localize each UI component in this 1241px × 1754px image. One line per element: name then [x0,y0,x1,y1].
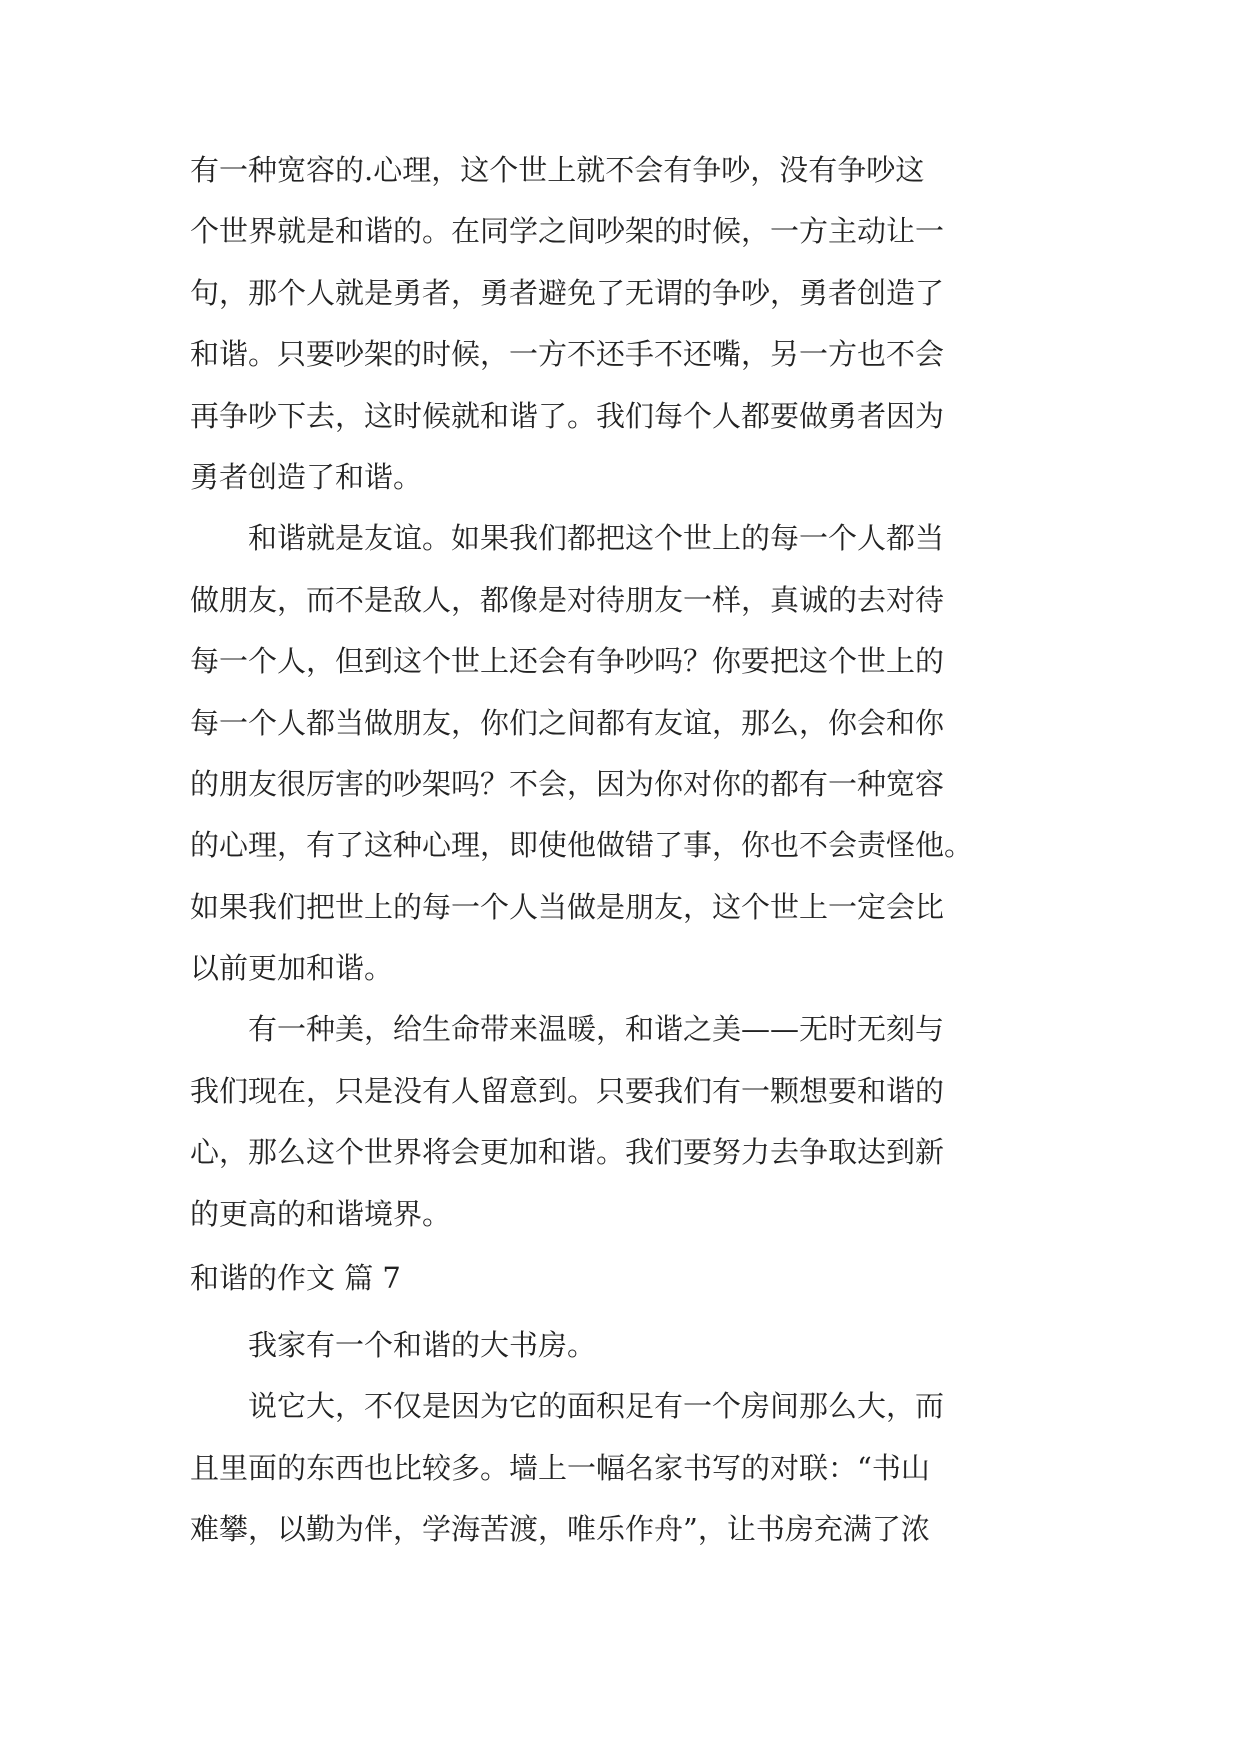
text-line: 个世界就是和谐的。在同学之间吵架的时候，一方主动让一 [190,214,945,249]
text-line: 说它大，不仅是因为它的面积足有一个房间那么大，而 [190,1389,945,1424]
essay-body-part1 [190,140,1050,1245]
text-line: 心，那么这个世界将会更加和谐。我们要努力去争取达到新 [190,1135,945,1170]
section-heading: 和谐的作文 篇 7 [190,1261,401,1295]
text-line: 句，那个人就是勇者，勇者避免了无谓的争吵，勇者创造了 [190,275,945,310]
text-line: 和谐。只要吵架的时候，一方不还手不还嘴，另一方也不会 [190,337,945,372]
text-line: 如果我们把世上的每一个人当做是朋友，这个世上一定会比 [190,889,945,924]
text-line: 我们现在，只是没有人留意到。只要我们有一颗想要和谐的 [190,1073,945,1108]
text-line: 做朋友，而不是敌人，都像是对待朋友一样，真诚的去对待 [190,582,945,617]
text-line: 的心理，有了这种心理，即使他做错了事，你也不会责怪他。 [190,828,974,863]
text-line: 的更高的和谐境界。 [190,1196,452,1231]
text-line: 勇者创造了和谐。 [190,459,423,494]
text-line: 以前更加和谐。 [190,951,394,986]
text-line: 难攀，以勤为伴，学海苦渡，唯乐作舟”，让书房充满了浓 [190,1512,930,1547]
text-line: 我家有一个和谐的大书房。 [190,1328,597,1362]
essay-body-part2 [190,1315,1050,1561]
text-line: 每一个人都当做朋友，你们之间都有友谊，那么，你会和你 [190,705,945,740]
text-line: 每一个人，但到这个世上还会有争吵吗？你要把这个世上的 [190,644,945,679]
text-line: 和谐就是友谊。如果我们都把这个世上的每一个人都当 [190,521,945,556]
text-line: 有一种美，给生命带来温暖，和谐之美——无时无刻与 [190,1012,945,1047]
text-line: 的朋友很厉害的吵架吗？不会，因为你对你的都有一种宽容 [190,766,945,801]
text-line: 且里面的东西也比较多。墙上一幅名家书写的对联：“书山 [190,1450,930,1485]
text-line: 有一种宽容的.心理，这个世上就不会有争吵，没有争吵这 [190,153,925,187]
text-line: 再争吵下去，这时候就和谐了。我们每个人都要做勇者因为 [190,398,945,433]
